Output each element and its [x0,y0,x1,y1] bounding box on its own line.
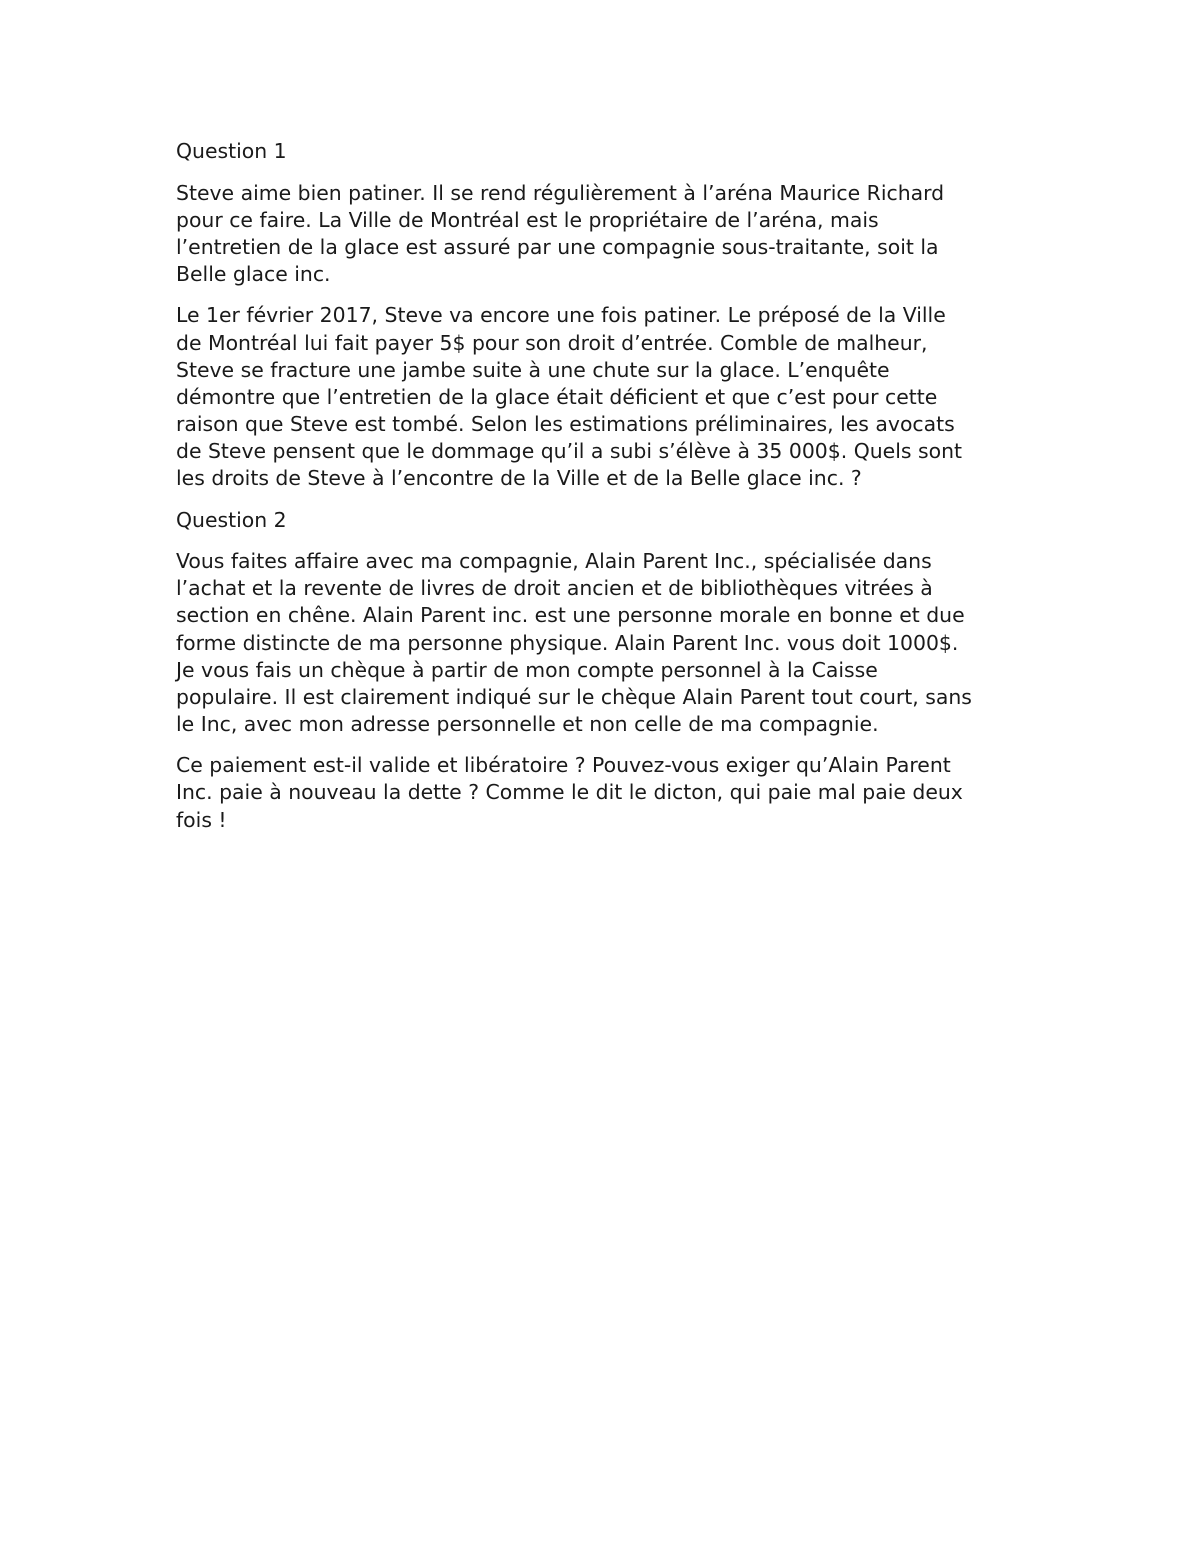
question-2-paragraph-2: Ce paiement est-il valide et libératoire ? Pouvez-vous exiger qu’Alain Parent Inc. paie à nouveau la dette ? Comme le dit le dicton, qui paie mal paie deux fois ! [176,753,963,832]
question-1-paragraph-2: Le 1er février 2017, Steve va encore une fois patiner. Le préposé de la Ville de Montréal lui fait payer 5$ pour son droit d’entrée. Comble de malheur, Steve se fracture une jambe suite à une chute sur la glace. L’enquête démontre que l’entretien de la glace était déficient et que c’est pour cette raison que Steve est tombé. Selon les estimations préliminaires, les avocats de Steve pensent que le dommage qu’il a subi s’élève à 35 000$. Quels sont les droits de Steve à l’encontre de la Ville et de la Belle glace inc. ? [176,303,963,491]
question-2-paragraph-1: Vous faites affaire avec ma compagnie, Alain Parent Inc., spécialisée dans l’achat et la revente de livres de droit ancien et de bibliothèques vitrées à section en chêne. Alain Parent inc. est une personne morale en bonne et due forme distincte de ma personne physique. Alain Parent Inc. vous doit 1000$. Je vous fais un chèque à partir de mon compte personnel à la Caisse populaire. Il est clairement indiqué sur le chèque Alain Parent tout court, sans le Inc, avec mon adresse personnelle et non celle de ma compagnie. [176,549,972,736]
question-2-heading: Question 2 [176,507,287,532]
question-1-heading: Question 1 [176,139,287,163]
document-body [176,138,1026,848]
question-1-paragraph-1: Steve aime bien patiner. Il se rend régulièrement à l’aréna Maurice Richard pour ce faire. La Ville de Montréal est le propriétaire de l’aréna, mais l’entretien de la glace est assuré par une compagnie sous-traitante, soit la Belle glace inc. [176,180,945,286]
